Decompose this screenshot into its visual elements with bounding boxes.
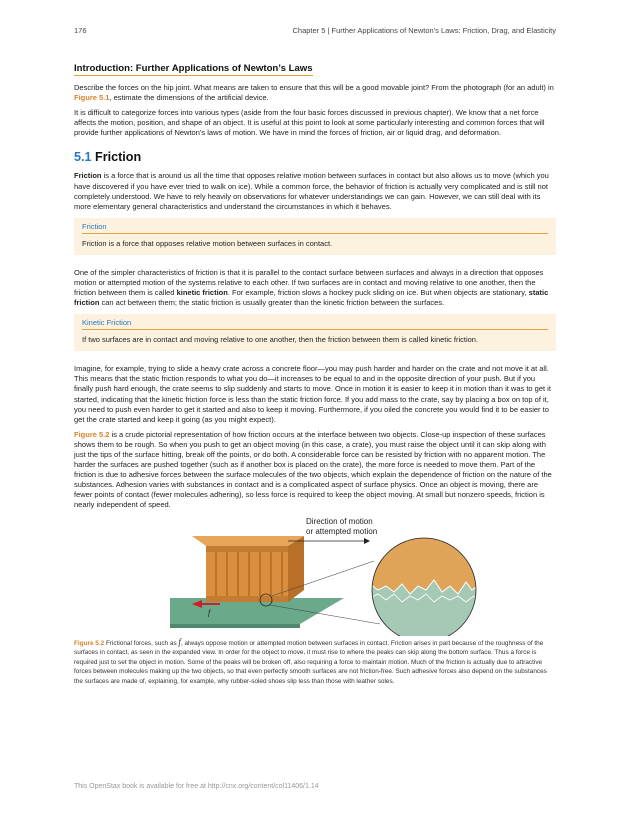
text-run: is a force that is around us all the time that opposes relative motion between surfaces in contact but also allows us to move (which you have discovered if you have ever tried to walk on ice). While a common force, the behavior of friction is actually very complicated and is still not completely understood. We have to rely heavily on observations for whatever understandings we can gain. However, we can still deal with its more elementary general characteristics and understand the circumstances in which it behaves. (74, 171, 549, 211)
friction-definition-box (74, 218, 556, 255)
friction-paragraph-1 (74, 171, 556, 211)
friction-paragraph-3: Imagine, for example, trying to slide a heavy crate across a concrete floor—you may push harder and harder on the crate and not move it at all. This means that the static friction responds to what you do—it increases to be equal to and in the opposite direction of your push. But if you finally push hard enough, the crate seems to slip suddenly and starts to move. Once in motion it is easier to keep it in motion than it was to get it started, indicating that the kinetic friction force is less than the static friction force. If you add mass to the crate, say by placing a box on top of it, you need to push even harder to get it started and also to keep it moving. Furthermore, if you oiled the concrete you would find it to be easier to get the crate started and keep it going (as you might expect). (74, 364, 551, 424)
page-content (74, 58, 556, 687)
section-number: 5.1 (74, 150, 92, 165)
crate-top (192, 536, 304, 546)
crate-top-rail (206, 546, 288, 552)
direction-label-line-2: or attempted motion (306, 526, 378, 536)
figure-5-2 (74, 516, 556, 636)
floor-edge (170, 624, 300, 628)
text-run: , estimate the dimensions of the artificial device. (109, 93, 269, 103)
expanded-view (370, 536, 480, 636)
crate-side (288, 536, 304, 602)
term-static-friction: static friction (74, 288, 549, 308)
text-run: is a crude pictorial representation of how friction occurs at the interface between two objects. Close-up inspection of these surfaces shows them to be rough. So when you push to get an object moving (in this case, a crate), you must raise the object until it can skip along with just the tips of the surface hitting, break off the points, or do both. A considerable force can be resisted by friction with no apparent motion. The harder the surfaces are pushed together (such as if another box is placed on the crate), the more force is needed to move them. Part of the friction is due to adhesive forces between the surface molecules of the two objects, which explain the dependence of friction on the nature of the substances. Adhesion varies with substances in contact and is a complicated aspect of surface physics. Once an object is moving, there are fewer points of contact (fewer molecules adhering), so less force is required to keep the object moving. At small but nonzero speeds, friction is nearly independent of speed. (74, 429, 552, 510)
friction-paragraph-4 (74, 430, 556, 511)
intro-paragraph-2: It is difficult to categorize forces into various types (aside from the four basic forces discussed in previous chapter). We know that a net force affects the motion, position, and shape of an object. It is useful at this point to look at some particularly interesting and common forces that will provide further applications of Newton’s laws of motion. We have in mind the forces of friction, air or liquid drag, and deformation. (74, 108, 545, 138)
friction-paragraph-2 (74, 268, 556, 308)
callout-title: Kinetic Friction (82, 318, 548, 330)
term-kinetic-friction: kinetic friction (176, 288, 228, 298)
caption-label: Figure 5.2 (74, 639, 105, 647)
page-footer: This OpenStax book is available for free at http://cnx.org/content/col11406/1.14 (74, 783, 319, 790)
section-title (74, 150, 556, 164)
intro-paragraph-1 (74, 83, 556, 103)
term-friction: Friction (74, 171, 102, 181)
intro-heading: Introduction: Further Applications of Newton’s Laws (74, 63, 313, 74)
text-run: One of the simpler characteristics of friction is that it is parallel to the contact surface between surfaces and always in a direction that opposes motion or attempted motion of the systems relative to each other. If two surfaces are in contact and moving relative to one another, then the friction between them is called (74, 267, 544, 298)
figure-5-2-link[interactable]: Figure 5.2 (74, 429, 110, 439)
text-run: Describe the forces on the hip joint. What means are taken to ensure that this will be a good movable joint? From the photograph (for an adult) in (74, 83, 554, 92)
figure-caption (74, 638, 556, 687)
direction-label-line-1: Direction of motion (306, 516, 373, 526)
force-label: f (208, 607, 211, 617)
callout-body: If two surfaces are in contact and moving relative to one another, then the friction between them is called kinetic friction. (82, 335, 479, 345)
caption-force-symbol: f (178, 636, 181, 647)
page-number: 176 (74, 26, 87, 35)
text-run: can act between them; the static friction is usually greater than the kinetic friction between the surfaces. (99, 298, 445, 308)
crate-front (206, 546, 288, 602)
text-run: . For example, friction slows a hockey puck sliding on ice. But when objects are stationary, (227, 288, 529, 298)
kinetic-friction-box (74, 314, 556, 351)
friction-illustration (74, 516, 556, 636)
figure-5-1-link[interactable]: Figure 5.1 (74, 93, 110, 103)
text-run: Frictional forces, such as (104, 639, 179, 647)
callout-title: Friction (82, 222, 548, 234)
running-header: Chapter 5 | Further Applications of Newton's Laws: Friction, Drag, and Elasticity (292, 26, 556, 35)
crate-bottom-rail (206, 596, 288, 602)
direction-arrow-head (364, 538, 370, 544)
section-name: Friction (95, 150, 142, 165)
callout-body: Friction is a force that opposes relative motion between surfaces in contact. (82, 238, 333, 248)
text-run: , always oppose motion or attempted motion between surfaces in contact. Friction arises in part because of the roughness of the surfaces in contact, as seen in the expanded view. In order for the object to move, it must rise to where the peaks can skip along the bottom surface. Thus a force is required just to set the object in motion. Some of the peaks will be broken off, also requiring a force to maintain motion. Much of the friction is actually due to attractive forces between molecules making up the two objects, so that even perfectly smooth surfaces are not friction-free. Such adhesive forces also depend on the substances the surfaces are made of, explaining, for example, why rubber-soled shoes slip less than those with leather soles. (74, 639, 547, 685)
